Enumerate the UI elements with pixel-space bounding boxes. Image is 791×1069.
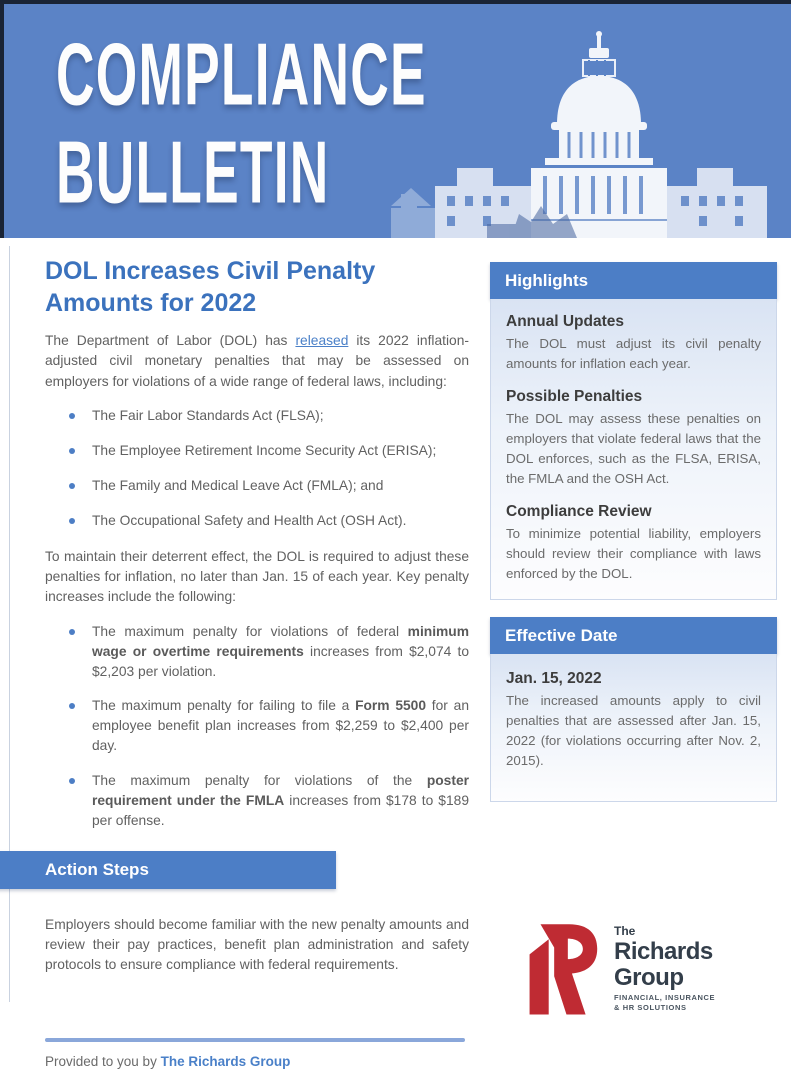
item-bold-text: poster requirement under the FMLA [92,773,469,808]
article-title: DOL Increases Civil Penalty Amounts for 2022 [45,257,376,317]
item-text: increases from $2,074 to $2,203 per violation. [92,643,469,679]
list-item [45,696,469,756]
deterrent-paragraph: To maintain their deterrent effect, the DOL is required to adjust these penalties for inflation, no later than Jan. 15 of each year. Key penalty increases include the following: [45,548,469,605]
sidebar [490,262,777,1034]
highlight-body: The DOL may assess these penalties on employers that violate federal laws that the DOL enforces, such as the FLSA, ERISA, the FMLA and the OSH Act. [506,410,761,486]
item-text: The maximum penalty for failing to file a [92,698,356,714]
item-text: The maximum penalty for violations of federal [92,623,408,639]
logo-tagline-line2: & HR SOLUTIONS [614,1002,687,1012]
highlight-body: The DOL must adjust its civil penalty amounts for inflation each year. [506,336,761,371]
page-title-line1: COMPLIANCE [56,26,427,124]
logo-tagline-line1: FINANCIAL, INSURANCE [614,993,716,1003]
footer-divider [45,1038,465,1042]
page-title [56,26,427,222]
article-column [45,256,469,1069]
richards-r-icon [520,913,602,1023]
penalty-increases-list [45,622,469,831]
highlight-body: To minimize potential liability, employers should review their compliance with laws enforced by the DOL. [506,525,761,581]
highlight-heading: Compliance Review [506,502,652,520]
list-item [45,771,469,831]
capitol-building-icon [391,18,791,238]
item-bold-text: Form 5500 [355,698,427,714]
list-item [45,622,469,682]
effective-date-banner: Effective Date [490,617,777,654]
intro-pre: The Department of Labor (DOL) has [45,333,296,348]
intro-paragraph [45,331,469,392]
highlight-heading: Possible Penalties [506,387,643,405]
logo-text-block [614,925,715,1011]
list-item: The Employee Retirement Income Security Act (ERISA); [45,441,469,461]
highlights-banner: Highlights [490,262,777,299]
list-item: The Fair Labor Standards Act (FLSA); [45,406,469,426]
effective-date-box [490,654,777,802]
highlights-box [490,299,777,600]
header-banner [0,0,791,238]
action-steps-banner: Action Steps [0,851,336,889]
effective-date-body: The increased amounts apply to civil penalties that are assessed after Jan. 15, 2022 (for violations occurring after Nov. 2, 2015). [506,693,761,769]
released-link[interactable]: released [295,333,349,348]
provided-by-text: Provided to you by [45,1053,161,1069]
logo-name-line2: Group [614,964,684,992]
item-text: increases from $178 to $189 per offense. [92,792,469,828]
action-steps-paragraph: Employers should become familiar with the new penalty amounts and review their pay practices, benefit plan administration and safety protocols to ensure compliance with federal requirements. [45,916,469,973]
logo-name-line1: Richards [614,938,713,966]
provided-by-line [45,1054,469,1069]
richards-group-logo [502,902,764,1034]
list-item: The Occupational Safety and Health Act (OSH Act). [45,511,469,531]
page-title-line2: BULLETIN [56,123,330,222]
richards-group-link[interactable]: The Richards Group [160,1053,291,1069]
logo-the: The [614,924,636,939]
intro-post: its 2022 inflation-adjusted civil monetary penalties that may be assessed on employers for violations of a wide range of federal laws, including: [45,333,470,389]
federal-laws-list [45,406,469,530]
effective-date-heading: Jan. 15, 2022 [506,670,602,688]
list-item: The Family and Medical Leave Act (FMLA); and [45,476,469,496]
highlight-heading: Annual Updates [506,313,624,330]
item-text: The maximum penalty for violations of the [92,773,427,789]
item-text: for an employee benefit plan increases from $2,259 to $2,400 per day. [92,698,469,754]
item-bold-text: minimum wage or overtime requirements [92,623,469,659]
